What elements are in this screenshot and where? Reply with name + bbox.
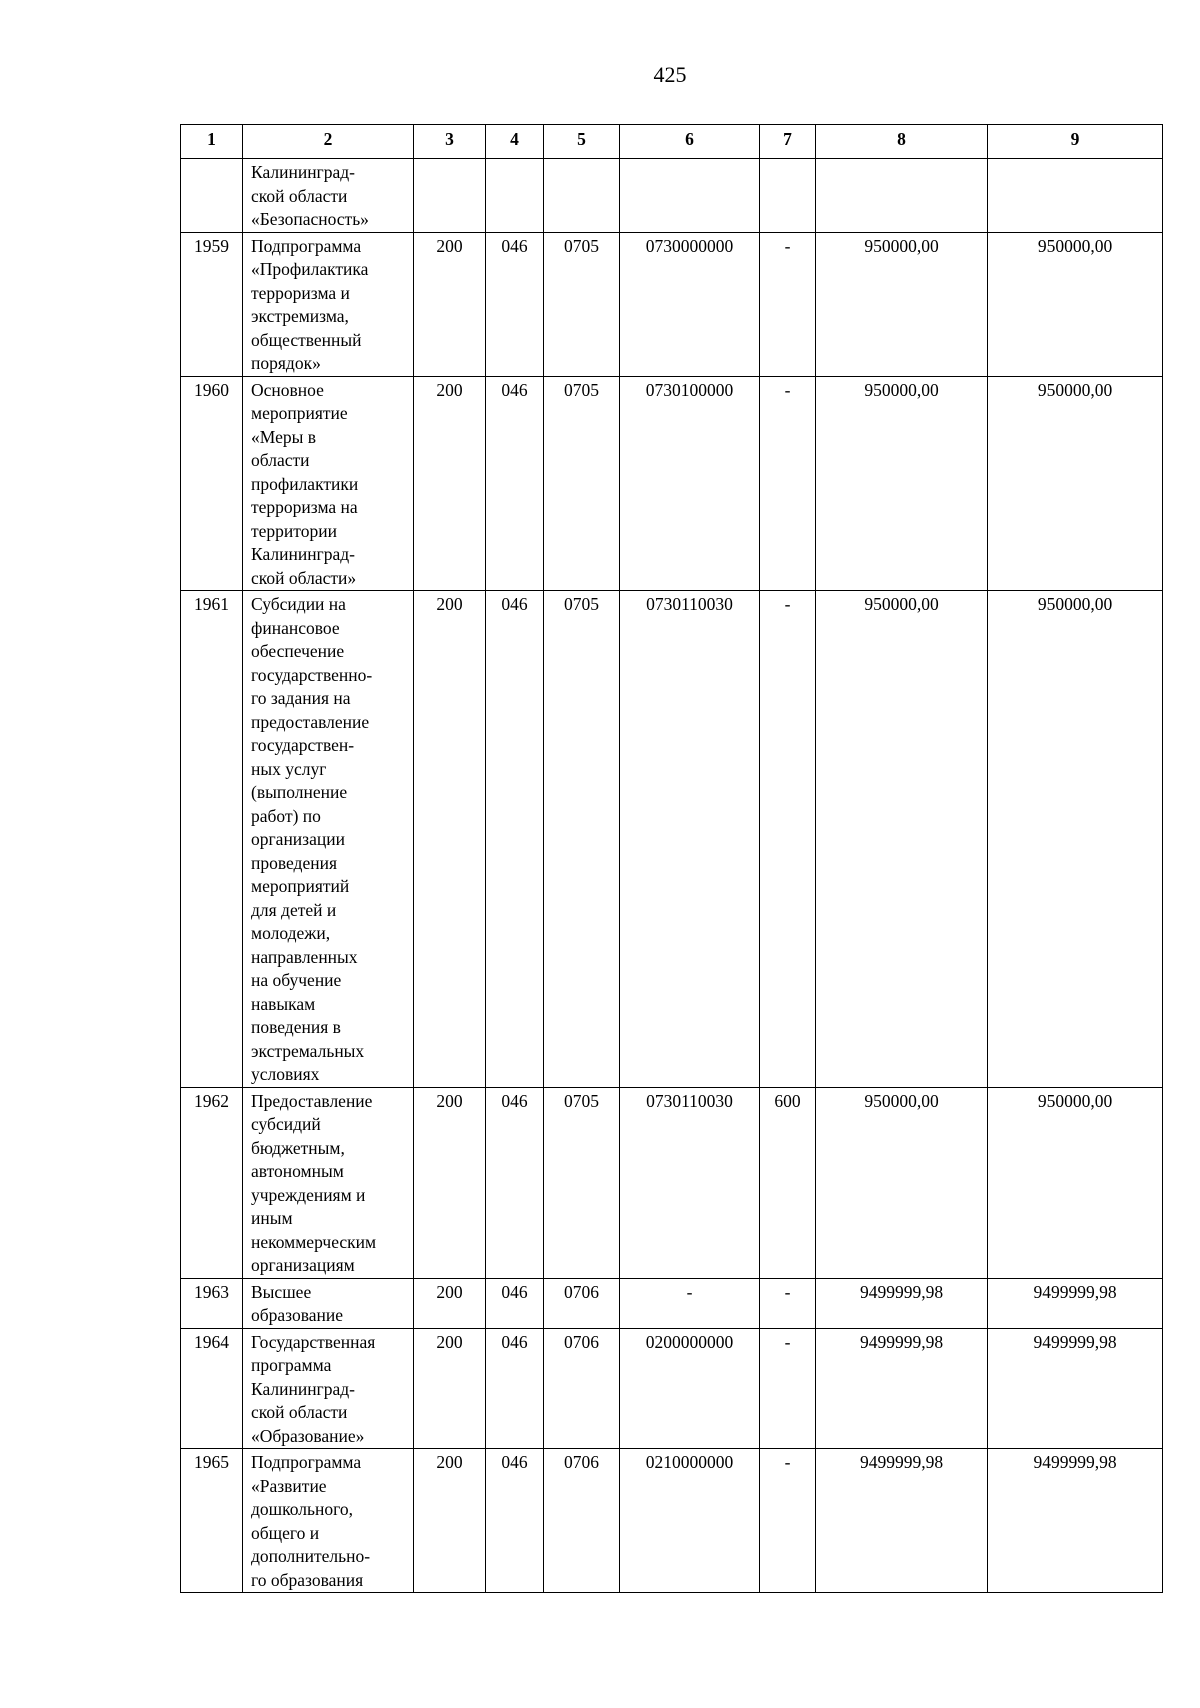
column-header: 6	[620, 125, 760, 159]
amount-col9: 950000,00	[988, 591, 1163, 1088]
column-header: 2	[243, 125, 414, 159]
amount-col9: 9499999,98	[988, 1328, 1163, 1449]
name-cell	[243, 1449, 414, 1593]
cell-col6: -	[620, 1278, 760, 1328]
column-header: 9	[988, 125, 1163, 159]
cell-col7	[760, 159, 816, 233]
name-text: Калининград- ской области «Безопасность»	[251, 162, 369, 229]
name-text: Высшее образование	[251, 1281, 344, 1325]
name-cell	[243, 376, 414, 591]
name-text: Предоставление субсидий бюджетным, автономным учреждениям и иным некоммерческим организациям	[251, 1090, 377, 1275]
table-row	[181, 376, 1163, 591]
cell-col6	[620, 159, 760, 233]
amount-col8: 9499999,98	[816, 1278, 988, 1328]
cell-col5	[544, 159, 620, 233]
page-number: 425	[653, 62, 687, 87]
cell-col7: -	[760, 1328, 816, 1449]
cell-col3: 200	[414, 376, 486, 591]
name-text: Подпрограмма «Профилактика терроризма и экстремизма, общественный порядок»	[251, 235, 369, 373]
cell-col6: 0730110030	[620, 591, 760, 1088]
cell-col3	[414, 159, 486, 233]
cell-col5: 0705	[544, 1087, 620, 1278]
cell-col5: 0705	[544, 232, 620, 376]
cell-col6: 0730110030	[620, 1087, 760, 1278]
cell-col7: -	[760, 591, 816, 1088]
table-row	[181, 159, 1163, 233]
cell-col7: -	[760, 1449, 816, 1593]
row-number-cell: 1963	[181, 1278, 243, 1328]
table-row	[181, 591, 1163, 1088]
name-cell	[243, 1278, 414, 1328]
name-text: Государственная программа Калининград- ской области «Образование»	[251, 1331, 376, 1446]
amount-col9: 950000,00	[988, 232, 1163, 376]
cell-col3: 200	[414, 1087, 486, 1278]
name-text: Основное мероприятие «Меры в области профилактики терроризма на территории Калининград- ской области»	[251, 379, 359, 588]
name-text: Подпрограмма «Развитие дошкольного, общего и дополнительно- го образования	[251, 1452, 371, 1590]
cell-col4: 046	[486, 232, 544, 376]
amount-col8: 950000,00	[816, 232, 988, 376]
cell-col7: -	[760, 1278, 816, 1328]
budget-table	[180, 124, 1163, 1593]
table-row	[181, 1328, 1163, 1449]
row-number-cell: 1961	[181, 591, 243, 1088]
cell-col3: 200	[414, 232, 486, 376]
amount-col8: 950000,00	[816, 591, 988, 1088]
cell-col4	[486, 159, 544, 233]
column-header: 1	[181, 125, 243, 159]
cell-col3: 200	[414, 1449, 486, 1593]
row-number-cell	[181, 159, 243, 233]
cell-col4: 046	[486, 591, 544, 1088]
amount-col9: 950000,00	[988, 1087, 1163, 1278]
cell-col5: 0706	[544, 1328, 620, 1449]
cell-col4: 046	[486, 1449, 544, 1593]
name-text: Субсидии на финансовое обеспечение государственно- го задания на предоставление государствен- ных услуг (выполнение работ) по организации проведения мероприятий для детей и молодежи, направленных на обучение навыкам поведения в экстремальных условиях	[251, 594, 373, 1084]
row-number-cell: 1962	[181, 1087, 243, 1278]
table-row	[181, 1449, 1163, 1593]
amount-col8: 950000,00	[816, 376, 988, 591]
amount-col8: 9499999,98	[816, 1449, 988, 1593]
amount-col9: 9499999,98	[988, 1449, 1163, 1593]
cell-col6: 0730000000	[620, 232, 760, 376]
amount-col8: 9499999,98	[816, 1328, 988, 1449]
cell-col6: 0730100000	[620, 376, 760, 591]
cell-col3: 200	[414, 591, 486, 1088]
cell-col7: -	[760, 232, 816, 376]
cell-col5: 0705	[544, 376, 620, 591]
cell-col4: 046	[486, 376, 544, 591]
cell-col4: 046	[486, 1278, 544, 1328]
name-cell	[243, 591, 414, 1088]
column-header: 3	[414, 125, 486, 159]
name-cell	[243, 232, 414, 376]
cell-col7: -	[760, 376, 816, 591]
table-row	[181, 1278, 1163, 1328]
column-header: 4	[486, 125, 544, 159]
row-number-cell: 1965	[181, 1449, 243, 1593]
table-row	[181, 1087, 1163, 1278]
cell-col5: 0706	[544, 1278, 620, 1328]
column-header: 5	[544, 125, 620, 159]
amount-col9	[988, 159, 1163, 233]
cell-col5: 0705	[544, 591, 620, 1088]
amount-col8: 950000,00	[816, 1087, 988, 1278]
row-number-cell: 1959	[181, 232, 243, 376]
cell-col4: 046	[486, 1328, 544, 1449]
row-number-cell: 1960	[181, 376, 243, 591]
cell-col7: 600	[760, 1087, 816, 1278]
column-header: 8	[816, 125, 988, 159]
cell-col6: 0200000000	[620, 1328, 760, 1449]
table-row	[181, 232, 1163, 376]
cell-col3: 200	[414, 1328, 486, 1449]
column-header: 7	[760, 125, 816, 159]
cell-col6: 0210000000	[620, 1449, 760, 1593]
row-number-cell: 1964	[181, 1328, 243, 1449]
cell-col3: 200	[414, 1278, 486, 1328]
amount-col9: 9499999,98	[988, 1278, 1163, 1328]
cell-col5: 0706	[544, 1449, 620, 1593]
amount-col9: 950000,00	[988, 376, 1163, 591]
name-cell	[243, 1328, 414, 1449]
amount-col8	[816, 159, 988, 233]
name-cell	[243, 159, 414, 233]
cell-col4: 046	[486, 1087, 544, 1278]
header-row	[181, 125, 1163, 159]
name-cell	[243, 1087, 414, 1278]
